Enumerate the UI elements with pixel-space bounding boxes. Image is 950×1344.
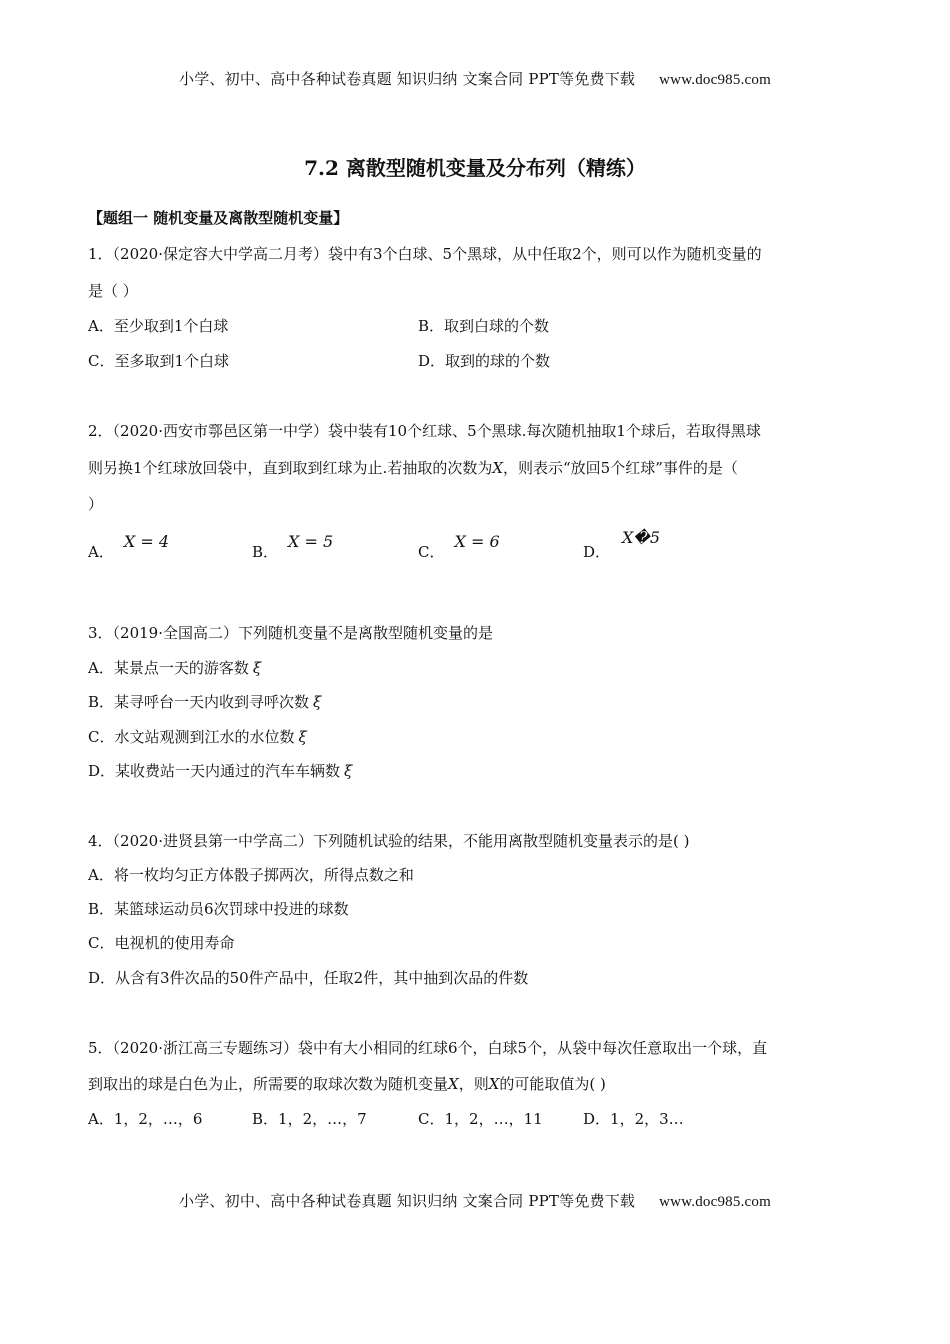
q2-stem-line2-b: ，则表示“放回5个红球”事件的是（ [503,459,738,477]
q1-stem-line1: 1．（2020·保定容大中学高二月考）袋中有3个白球、5个黑球，从中任取2个，则可以作为随机变量的 [88,245,762,263]
q5-option-a: A．1，2，…，6 [88,1110,203,1128]
q2-option-d-math: X�5 [622,528,661,547]
q3-stem: 3．（2019·全国高二）下列随机变量不是离散型随机变量的是 [88,624,493,642]
q3-option-a-text: A．某景点一天的游客数 [88,659,249,677]
q4-option-b: B．某篮球运动员6次罚球中投进的球数 [88,900,349,918]
q1-option-d: D．取到的球的个数 [418,352,551,370]
page-footer [0,1190,950,1211]
q3-option-d [88,760,352,781]
q2-option-c-math: X = 6 [454,532,500,551]
q3-option-c-text: C．水文站观测到江水的水位数 [88,728,295,746]
footer-text: 小学、初中、高中各种试卷真题 知识归纳 文案合同 PPT等免费下载 [179,1192,636,1210]
q2-option-c-label: C． [418,543,445,561]
q2-var-x: X [492,459,504,477]
q5-option-c: C．1，2，…，11 [418,1110,543,1128]
q2-option-a-label: A． [88,543,114,561]
q4-option-c: C．电视机的使用寿命 [88,934,235,952]
q2-option-b [252,532,334,562]
q2-stem-line2-a: 则另换1个红球放回袋中，直到取到红球为止.若抽取的次数为 [88,459,493,477]
q4-option-a: A．将一枚均匀正方体骰子掷两次，所得点数之和 [88,866,414,884]
q4-option-d: D．从含有3件次品的50件产品中，任取2件，其中抽到次品的件数 [88,969,529,987]
q2-option-a-math: X = 4 [123,532,169,551]
q5-stem-line1: 5．（2020·浙江高三专题练习）袋中有大小相同的红球6个，白球5个，从袋中每次任意取出一个球，直 [88,1039,768,1057]
q4-stem: 4．（2020·进贤县第一中学高二）下列随机试验的结果，不能用离散型随机变量表示的是( ) [88,832,690,850]
group-title: 【题组一 随机变量及离散型随机变量】 [88,209,349,227]
q2-option-b-label: B． [252,543,279,561]
q5-var-x-2: X [488,1075,500,1093]
q2-stem-line2 [88,457,738,478]
q3-option-d-text: D．某收费站一天内通过的汽车车辆数 [88,762,341,780]
q2-stem-line3: ） [88,495,104,513]
q5-var-x-1: X [448,1075,459,1093]
q3-option-d-xi: ξ [344,762,353,780]
q5-stem-line2 [88,1073,606,1094]
q1-option-b: B．取到白球的个数 [418,317,550,335]
q1-stem-line2: 是（ ） [88,282,138,300]
q5-stem-line2-c: 的可能取值为( ) [499,1075,606,1093]
page-header [0,68,950,89]
q3-option-b [88,691,321,712]
q2-stem-line1: 2．（2020·西安市鄠邑区第一中学）袋中装有10个红球、5个黑球.每次随机抽取1个球后，若取得黑球 [88,422,761,440]
q2-option-a [88,532,169,562]
q5-stem-line2-b: ，则 [458,1075,489,1093]
header-text: 小学、初中、高中各种试卷真题 知识归纳 文案合同 PPT等免费下载 [179,70,636,88]
q1-option-c: C．至多取到1个白球 [88,352,230,370]
q5-stem-line2-a: 到取出的球是白色为止，所需要的取球次数为随机变量 [88,1075,449,1093]
q3-option-b-xi: ξ [313,693,322,711]
q2-option-c [418,532,500,562]
q3-option-c [88,726,307,747]
q3-option-a [88,657,261,678]
q3-option-b-text: B．某寻呼台一天内收到寻呼次数 [88,693,310,711]
q2-option-b-math: X = 5 [288,532,334,551]
page-title: 7.2 离散型随机变量及分布列（精练） [304,156,646,180]
header-site: www.doc985.com [659,72,771,88]
q3-option-a-xi: ξ [252,659,262,677]
footer-site: www.doc985.com [659,1194,771,1210]
q1-option-a: A．至少取到1个白球 [88,317,229,335]
q3-option-c-xi: ξ [298,728,307,746]
q2-option-d [583,528,661,562]
q5-option-d: D．1，2，3… [583,1110,684,1128]
q5-option-b: B．1，2，…，7 [252,1110,367,1128]
q2-option-d-label: D． [583,543,611,561]
